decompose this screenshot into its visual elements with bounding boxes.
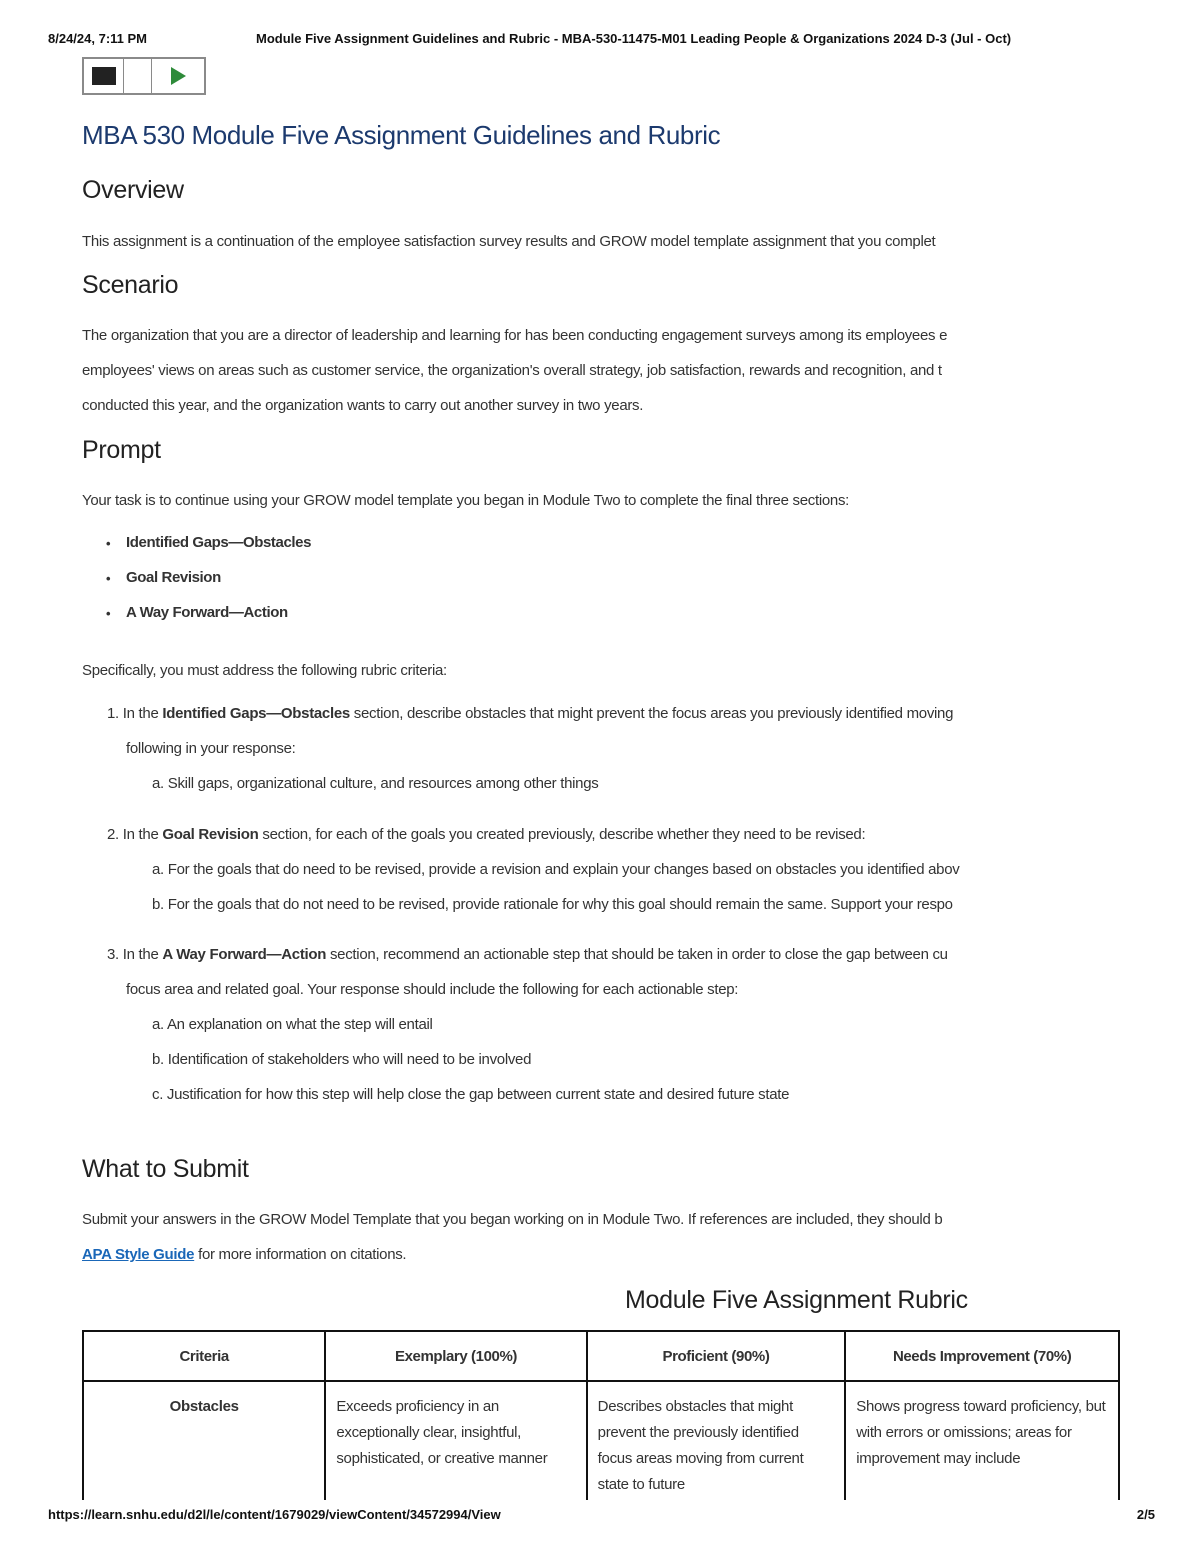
criterion-1-continued: following in your response: [126, 740, 296, 757]
criterion-3-continued: focus area and related goal. Your response should include the following for each actionable step: [126, 981, 739, 998]
scenario-line: The organization that you are a director of leadership and learning for has been conducting engagement surveys among its employees e [82, 327, 948, 344]
criterion-3: 3. In the A Way Forward—Action section, recommend an actionable step that should be taken in order to close the gap between cu [107, 946, 948, 963]
column-header: Criteria [83, 1331, 325, 1381]
table-cell: Shows progress toward proficiency, but with errors or omissions; areas for improvement may include [845, 1381, 1119, 1500]
table-header-row [83, 1331, 1119, 1381]
document-content [82, 0, 1120, 1500]
print-url: https://learn.snhu.edu/d2l/le/content/1679029/viewContent/34572994/View [48, 1507, 501, 1522]
column-header: Needs Improvement (70%) [845, 1331, 1119, 1381]
scenario-line: conducted this year, and the organization wants to carry out another survey in two years. [82, 397, 644, 414]
criterion-3-b: b. Identification of stakeholders who will need to be involved [152, 1051, 532, 1068]
criteria-intro: Specifically, you must address the following rubric criteria: [82, 662, 447, 679]
list-item: • Goal Revision [126, 569, 221, 586]
criterion-1: 1. In the Identified Gaps—Obstacles section, describe obstacles that might prevent the focus areas you previously identified moving [107, 705, 954, 722]
overview-heading: Overview [82, 176, 184, 204]
criterion-2: 2. In the Goal Revision section, for each of the goals you created previously, describe whether they need to be revised: [107, 826, 866, 843]
rubric-table [82, 1330, 1120, 1500]
criterion-1-a: a. Skill gaps, organizational culture, and resources among other things [152, 775, 599, 792]
criterion-2-b: b. For the goals that do not need to be revised, provide rationale for why this goal should remain the same. Support your respo [152, 896, 953, 913]
page-title: MBA 530 Module Five Assignment Guidelines and Rubric [82, 120, 721, 150]
scenario-line: employees' views on areas such as customer service, the organization's overall strategy, job satisfaction, rewards and recognition, and t [82, 362, 942, 379]
print-title: Module Five Assignment Guidelines and Rubric - MBA-530-11475-M01 Leading People & Organizations 2024 D-3 (Jul - Oct) [256, 31, 1012, 46]
submit-text-continued: APA Style Guide for more information on citations. [82, 1246, 407, 1263]
print-footer [48, 1507, 1155, 1527]
column-header: Exemplary (100%) [325, 1331, 586, 1381]
rubric-title: Module Five Assignment Rubric [625, 1286, 968, 1314]
list-item: • Identified Gaps—Obstacles [126, 534, 311, 551]
page-number: 2/5 [1136, 1507, 1155, 1522]
apa-style-guide-link[interactable]: APA Style Guide [82, 1246, 195, 1263]
list-item: • A Way Forward—Action [126, 604, 288, 621]
submit-text: Submit your answers in the GROW Model Template that you began working on in Module Two. If references are included, they should b [82, 1211, 943, 1228]
criterion-3-a: a. An explanation on what the step will entail [152, 1016, 433, 1033]
table-cell: Exceeds proficiency in an exceptionally clear, insightful, sophisticated, or creative manner [325, 1381, 586, 1500]
rubric-table-container [82, 1330, 1120, 1500]
table-cell: Obstacles [83, 1381, 325, 1500]
criterion-2-a: a. For the goals that do need to be revised, provide a revision and explain your changes based on obstacles you identified abov [152, 861, 960, 878]
prompt-intro: Your task is to continue using your GROW model template you began in Module Two to complete the final three sections: [82, 492, 850, 509]
prompt-heading: Prompt [82, 436, 161, 464]
criterion-3-c: c. Justification for how this step will help close the gap between current state and desired future state [152, 1086, 790, 1103]
table-row [83, 1381, 1119, 1500]
submit-heading: What to Submit [82, 1155, 249, 1183]
table-cell: Describes obstacles that might prevent the previously identified focus areas moving from current state to future [587, 1381, 846, 1500]
overview-text: This assignment is a continuation of the employee satisfaction survey results and GROW model template assignment that you complet [82, 233, 936, 250]
scenario-heading: Scenario [82, 271, 179, 299]
column-header: Proficient (90%) [587, 1331, 846, 1381]
print-datetime: 8/24/24, 7:11 PM [48, 31, 148, 46]
